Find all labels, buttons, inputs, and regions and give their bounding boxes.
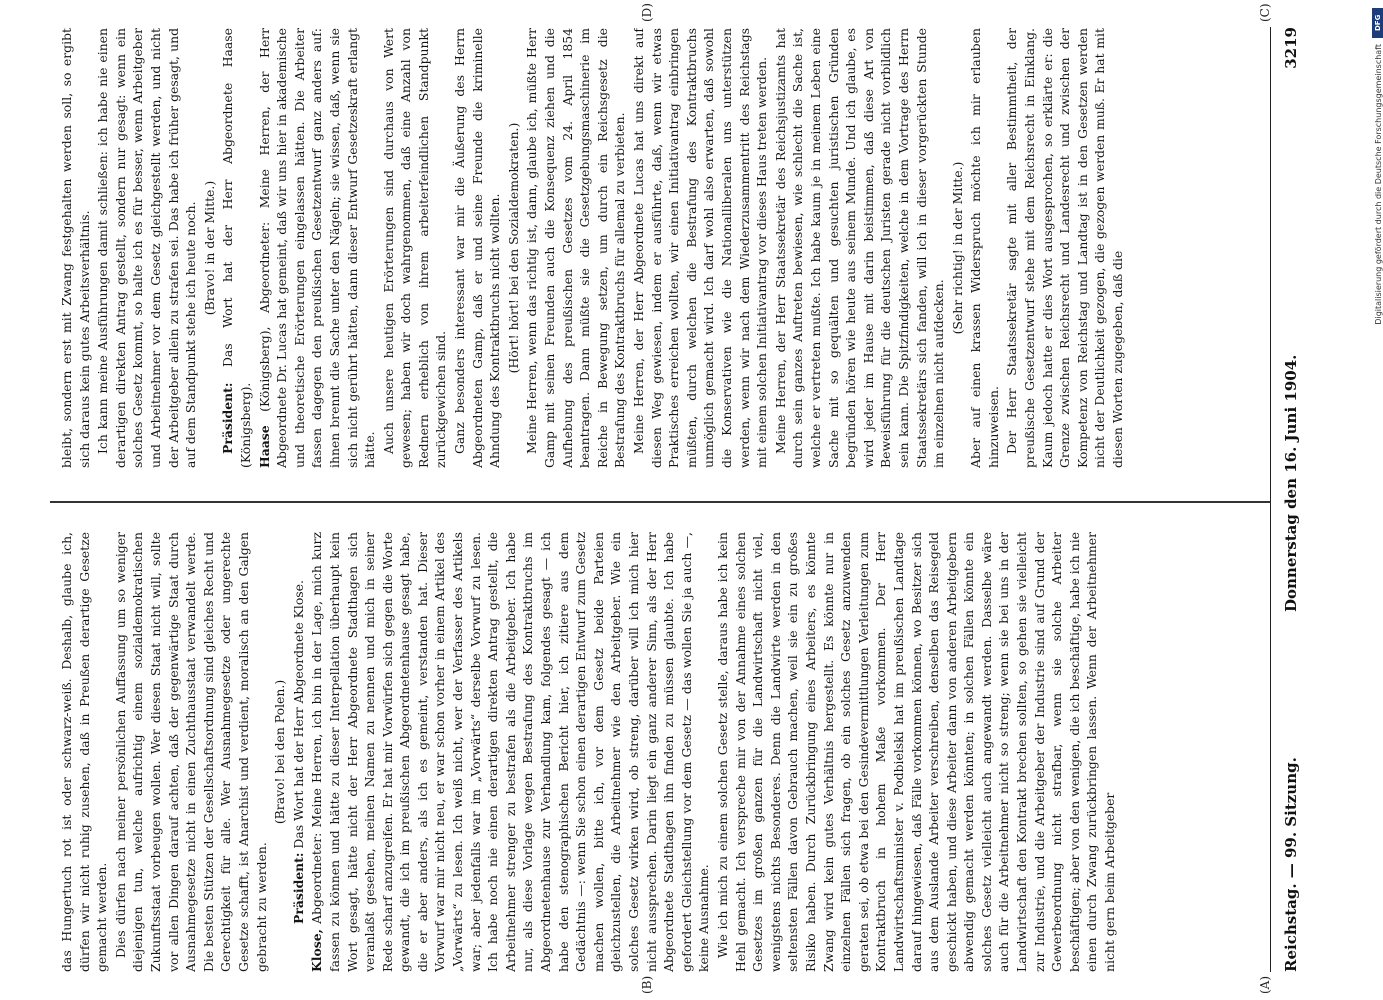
paragraph-text: Das Wort hat der Herr Abgeordnete Haase (Königsberg). bbox=[220, 28, 253, 468]
paragraph bbox=[271, 532, 289, 972]
paragraph bbox=[380, 28, 450, 468]
paragraph-text: Meine Herren, der Herr Staatssekretär des Reichsjustizamts hat durch sein ganzes Auftreten bewiesen, wie schlecht die Sache ist, welche er vertreten mußte. Ich habe kaum je in meinem Leben eine Sache mit so gequälten und gesuchten juristischen Gründen begründen hören wie heute aus seinem Munde. Und ich glaube, es wird jeder im Hause mit darin beistimmen, daß diese Art von Beweisführung für die deutschen Juristen gerade nicht vorbildlich sein kann. Die Spitzfindigkeiten, welche in dem Vortrage des Herrn Staatssekretärs sich fanden, will ich in dieser vorgerückten Stunde im einzelnen nicht aufdecken. bbox=[772, 28, 947, 468]
paragraph bbox=[451, 28, 504, 468]
paragraph-text: (Bravo! bei den Polen.) bbox=[272, 679, 288, 825]
margin-mark-d: (D) bbox=[640, 3, 654, 22]
paragraph bbox=[714, 532, 1119, 972]
paragraph-text: Auch unsere heutigen Erörterungen sind durchaus von Wert gewesen; haben wir doch wahrgenommen, daß eine Anzahl von Rednern erheblich von ihrem arbeiterfeindlichen Standpunkt zurückgewichen sind. bbox=[380, 28, 449, 468]
paragraph bbox=[505, 28, 523, 468]
paragraph bbox=[58, 532, 111, 972]
paragraph-text: (Hört! hört! bei den Sozialdemokraten.) bbox=[505, 122, 521, 374]
header-page-number: 3219 bbox=[1282, 27, 1300, 69]
paragraph bbox=[772, 28, 948, 468]
paragraph-text: (Sehr richtig! in der Mitte.) bbox=[949, 161, 965, 335]
paragraph bbox=[219, 28, 254, 468]
speaker-name: Haase bbox=[256, 425, 272, 468]
paragraph-text: (Königsberg), Abgeordneter: Meine Herren, der Herr Abgeordnete Dr. Lucas hat gemeint, daß wir uns hier in akademische und theoretische Erörterungen eingelassen hätten. Die Arbeiter fassen dagegen den preußischen Gesetzentwurf ganz anders auf: ihnen brennt die Sache unter den Nägeln; sie wissen, daß, wenn sie sich nicht gerührt hätten, dann dieser Entwurf Gesetzeskraft erlangt hätte. bbox=[256, 28, 378, 468]
paragraph bbox=[94, 28, 200, 468]
speaker-name: Präsident: bbox=[290, 852, 306, 924]
paragraph-text: das Hungertuch rot ist oder schwarz-weiß. Deshalb, glaube ich, dürfen wir nicht ruhig zusehen, daß in Preußen derartige Gesetze gemacht werden. bbox=[59, 532, 110, 972]
left-text-column bbox=[58, 532, 1270, 972]
paragraph-text: Aber auf einen krassen Widerspruch möchte ich mir erlauben hinzuweisen. bbox=[968, 28, 1001, 468]
paragraph bbox=[967, 28, 1002, 468]
header-rule bbox=[1270, 27, 1271, 972]
paragraph bbox=[630, 28, 771, 468]
paragraph-text: Der Herr Staatssekretär sagte mit aller Bestimmtheit, der preußische Gesetzentwurf stehe mit dem Reichsrecht in Einklang. Kaum jedoch hatte er dies Wort ausgesprochen, so erklärte er: die Grenze zwischen Reichsrecht und Landesrecht und zwischen der Kompetenz von Reichstag und Landtag ist in den Gesetzen werden nicht der Deutlichkeit gezogen, die gezogen werden muß. Er hat mit diesen Worten zugegeben, daß die bbox=[1004, 28, 1126, 468]
header-session: Reichstag. — 99. Sitzung. bbox=[1282, 757, 1300, 972]
paragraph-text: Ich kann meine Ausführungen damit schließen: ich habe nie einen derartigen direkten Antrag gestellt, sondern nur gesagt: wenn ein solches Gesetz kommt, so halte ich es für besser, wenn Arbeitgeber und Arbeitnehmer vor dem Gesetz gleichgestellt werden, und nicht der Arbeitgeber allein zu strafen sei. Das habe ich früher gesagt, und auf dem Standpunkt stehe ich heute noch. bbox=[95, 28, 199, 468]
paragraph bbox=[949, 28, 967, 468]
paragraph-text: Dies dürfen nach meiner persönlichen Auffassung um so weniger diejenigen tun, welche aufrichtig einem sozialdemokratischen Zukunftsstaat vorbeugen wollen. Wer diesen Staat nicht will, sollte vor allen Dingen darauf achten, daß der gegenwärtige Staat durch Ausnahmegesetze nicht in einen Zuchthausstaat verwandelt werde. Die besten Stützen der Gesellschaftsordnung sind gleiches Recht und Gerechtigkeit für alle. Wer Ausnahmegesetze oder ungerechte Gesetze schafft, ist Anarchist und verdient, moralisch an den Galgen gebracht zu werden. bbox=[112, 532, 269, 972]
margin-mark-b: (B) bbox=[640, 975, 654, 994]
paragraph-text: Ganz besonders interessant war mir die Äußerung des Herrn Abgeordneten Gamp, daß er und seine Freunde die kriminelle Ahndung des Kontraktbruchs nicht wollten. bbox=[452, 28, 503, 468]
paragraph bbox=[308, 532, 713, 972]
dfg-logo: DFG bbox=[1372, 8, 1383, 38]
digitization-strip bbox=[1372, 8, 1383, 993]
paragraph bbox=[112, 532, 270, 972]
paragraph-text: Wie ich mich zu einem solchen Gesetz stelle, daraus habe ich kein Hehl gemacht. Ich verspreche mir von der Annahme eines solchen Gesetzes im großen ganzen für die Landwirtschaft nicht viel, wenigstens nichts Besonderes. Denn die Landwirte werden in den seltensten Fällen davon Gebrauch machen, weil sie ein zu großes Risiko haben. Durch Zurückbringung eines Arbeiters, es könnte Zwang wird kein gutes Verhältnis hergestellt. Es könnte nur in einzelnen Fällen sich fragen, ob ein solches Gesetz anzuwenden geraten sei, ob etwa bei den Gesindevermittlungen Verleitungen zum Kontraktbruch in hohem Maße vorkommen. Der Herr Landwirtschaftsminister v. Podbielski hat im preußischen Landtage darauf hingewiesen, daß Fälle vorkommen können, wo Besitzer sich aus dem Auslande Arbeiter verschreiben, denselben das Reisegeld geschickt haben, und diese Arbeiter dann von anderen Arbeitgebern abwendig gemacht werden könnten; in solchen Fällen könnte ein solches Gesetz vielleicht auch angewandt werden. Dasselbe wäre auch für die Arbeitnehmer nicht so streng; wenn sie bei uns in der Landwirtschaft den Kontrakt brechen sollten, so gehen sie vielleicht zur Industrie, und die Arbeitgeber der Industrie sind auf Grund der Gewerbeordnung nicht strafbar, wenn sie solche Arbeiter beschäftigen; aber von den wenigen, die ich beschäftige, habe ich nie einen durch Zwang zurückbringen lassen. Wenn der Arbeitnehmer nicht gern beim Arbeitgeber bbox=[714, 532, 1118, 972]
paragraph-text: Das Wort hat der Herr Abgeordnete Klose. bbox=[290, 580, 306, 849]
right-text-column bbox=[58, 28, 1270, 468]
digitization-credit: Digitalisierung gefördert durch die Deutsche Forschungsgemeinschaft bbox=[1374, 44, 1383, 325]
speaker-name: Klose, bbox=[309, 929, 325, 972]
paragraph-text: (Bravo! in der Mitte.) bbox=[201, 180, 217, 316]
paragraph bbox=[201, 28, 219, 468]
paragraph bbox=[58, 28, 93, 468]
margin-mark-c: (C) bbox=[1258, 3, 1272, 22]
paragraph bbox=[290, 532, 308, 972]
column-divider bbox=[50, 501, 1270, 503]
paragraph-text: Meine Herren, wenn das richtig ist, dann, glaube ich, müßte Herr Gamp mit seinen Freunden auch die Konsequenz ziehen und die Aufhebung des preußischen Gesetzes vom 24. April 1854 beantragen. Dann müßte sie die Gesetzgebungsmaschinerie im Reiche in Bewegung setzen, um durch ein Reichsgesetz die Bestrafung des Kontraktbruchs für allemal zu verbieten. bbox=[524, 28, 628, 468]
paragraph bbox=[1003, 28, 1126, 468]
paragraph bbox=[256, 28, 379, 468]
margin-mark-a: (A) bbox=[1258, 975, 1272, 994]
page-header bbox=[1278, 27, 1304, 972]
paragraph-text: bleibt, sondern erst mit Zwang festgehalten werden soll, so ergibt sich daraus kein gutes Arbeitsverhältnis. bbox=[59, 28, 92, 468]
paragraph-text: Abgeordneter: Meine Herren, ich bin in der Lage, mich kurz fassen zu können und hätte zu dieser Interpellation überhaupt kein Wort gesagt, hätte nicht der Herr Abgeordnete Stadthagen sich veranlaßt gesehen, meinen Namen zu nennen und mich in seiner Rede scharf anzugreifen. Er hat mir Vorwürfen sich gegen die Worte gewandt, die ich im preußischen Abgeordnetenhause gesagt habe, die er aber anders, als ich es gemeint, verstanden hat. Dieser Vorwurf war mir nicht neu, er war schon vorher in einem Artikel des „Vorwärts“ zu lesen. Ich weiß nicht, wer der Verfasser des Artikels war; aber jedenfalls war im „Vorwärts“ derselbe Vorwurf zu lesen. Ich habe noch nie einen derartigen direkten Antrag gestellt, die Arbeitnehmer strenger zu bestrafen als die Arbeitgeber. Ich habe nur, als diese Vorlage wegen Bestrafung des Kontraktbruchs im Abgeordnetenhause zur Verhandlung kam, folgendes gesagt — ich habe den stenographischen Bericht hier, ich zitiere aus dem Gedächtnis —: wenn Sie schon einen derartigen Entwurf zum Gesetz machen wollen, bitte ich, vor dem Gesetz beide Parteien gleichzustellen, die Arbeitnehmer wie den Arbeitgeber. Wie ein solches Gesetz wirken wird, ob streng, darüber will ich mich hier nicht aussprechen. Darin liegt ein ganz anderer Sinn, als der Herr Abgeordnete Stadthagen ihn finden zu müssen glaubte. Ich habe gefordert Gleichstellung vor dem Gesetz — das wollen Sie ja auch —, keine Ausnahme. bbox=[309, 532, 712, 972]
paragraph bbox=[523, 28, 629, 468]
speaker-name: Präsident: bbox=[220, 382, 236, 454]
header-date: Donnerstag den 16. Juni 1904. bbox=[1282, 354, 1300, 612]
paragraph-text: Meine Herren, der Herr Abgeordnete Lucas hat uns direkt auf diesen Weg gewiesen, indem er ausführte, daß, wenn wir etwas Praktisches erreichen wollten, wir einen Initiativantrag einbringen müßten, durch welchen die Bestrafung des Kontraktbruchs unmöglich gemacht wird. Ich darf wohl also erwarten, daß sowohl die Konservativen wie die Nationalliberalen uns unterstützen werden, wenn wir nach dem Wiederzusammentritt des Reichstags mit einem solchen Initiativantrag vor dieses Haus treten werden. bbox=[631, 28, 770, 468]
